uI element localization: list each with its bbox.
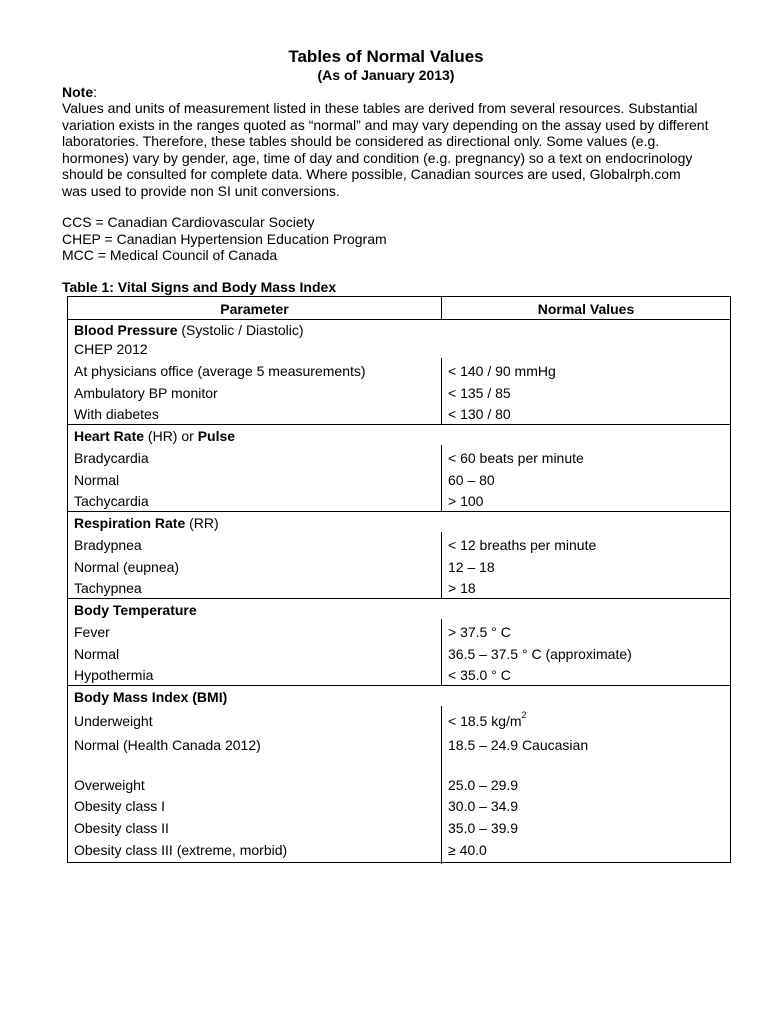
table-cell-parameter: Normal <box>74 472 120 488</box>
vital-signs-table <box>67 296 731 863</box>
table-cell-value: 12 – 18 <box>448 559 495 575</box>
page-subtitle: (As of January 2013) <box>317 67 455 83</box>
table-cell-value: < 135 / 85 <box>448 385 511 401</box>
column-header-normal-values: Normal Values <box>537 301 635 317</box>
column-divider <box>441 619 442 685</box>
table-cell-value: 18.5 – 24.9 Caucasian <box>448 737 589 753</box>
table-cell-parameter: Bradycardia <box>74 450 149 466</box>
note-body <box>62 100 712 199</box>
table-cell-parameter: Tachycardia <box>74 493 149 509</box>
table-divider <box>68 685 730 686</box>
table-cell-parameter: Normal (Health Canada 2012) <box>74 737 261 753</box>
abbreviation-chep: CHEP = Canadian Hypertension Education Program <box>62 230 387 247</box>
column-divider <box>441 297 442 319</box>
table-cell-value: > 37.5 ° C <box>448 624 511 640</box>
table-cell-value: ≥ 40.0 <box>448 842 487 858</box>
table-cell-parameter: Hypothermia <box>74 667 154 683</box>
table-cell-value: 25.0 – 29.9 <box>448 777 519 793</box>
note-line: laboratories. Therefore, these tables should be considered as directional only. Some values (e.g. <box>62 133 660 149</box>
table-cell-value: < 140 / 90 mmHg <box>448 363 556 379</box>
section-heading-heart-rate: Heart Rate (HR) or Pulse <box>74 428 236 444</box>
table-cell-parameter: Normal (eupnea) <box>74 559 180 575</box>
table-cell-value: < 35.0 ° C <box>448 667 511 683</box>
table-cell-value: < 18.5 $kg/m^2$ <box>448 710 527 729</box>
table-cell-parameter: Obesity class III (extreme, morbid) <box>74 842 288 858</box>
page-title: Tables of Normal Values <box>288 47 484 66</box>
table-cell-value: 35.0 – 39.9 <box>448 820 519 836</box>
note-line: was used to provide non SI unit conversions. <box>62 182 340 199</box>
abbreviation-mcc: MCC = Medical Council of Canada <box>62 247 278 263</box>
bp-source: CHEP 2012 <box>74 341 148 357</box>
table-cell-value: > 18 <box>448 580 476 596</box>
table-cell-value: 36.5 – 37.5 ° C (approximate) <box>448 646 632 662</box>
note-label: Note <box>62 84 94 100</box>
table-cell-value: < 130 / 80 <box>448 406 511 422</box>
column-header-parameter: Parameter <box>220 301 289 317</box>
column-divider <box>441 532 442 598</box>
column-divider <box>441 358 442 424</box>
column-divider <box>441 706 442 864</box>
section-heading-respiration-rate: Respiration Rate (RR) <box>74 515 219 531</box>
table-cell-value: < 60 beats per minute <box>448 450 584 466</box>
table-cell-parameter: With diabetes <box>74 406 159 422</box>
table-divider <box>68 319 730 320</box>
section-heading-body-temperature: Body Temperature <box>74 602 197 618</box>
column-divider <box>441 445 442 511</box>
note-line: should be consulted for complete data. Where possible, Canadian sources are used, Globalrph.com <box>62 166 681 182</box>
table-cell-value: < 12 breaths per minute <box>448 537 597 553</box>
note-line: Values and units of measurement listed in these tables are derived from several resources. Substantial <box>62 100 698 116</box>
table-cell-parameter: Tachypnea <box>74 580 142 596</box>
table-cell-parameter: Obesity class II <box>74 820 169 836</box>
table-cell-parameter: Normal <box>74 646 120 662</box>
table-cell-value: 30.0 – 34.9 <box>448 798 519 814</box>
note-heading <box>62 84 97 100</box>
section-heading-blood-pressure: Blood Pressure (Systolic / Diastolic) <box>74 322 304 338</box>
table-cell-value: 60 – 80 <box>448 472 495 488</box>
table-cell-parameter: Ambulatory BP monitor <box>74 385 218 401</box>
note-line: variation exists in the ranges quoted as “normal” and may vary depending on the assay used by different <box>62 116 709 133</box>
table-cell-value: > 100 <box>448 493 484 509</box>
table-cell-parameter: At physicians office (average 5 measurements) <box>74 363 366 379</box>
table-divider <box>68 424 730 425</box>
table-cell-parameter: Obesity class I <box>74 798 166 814</box>
note-line: hormones) vary by gender, age, time of day and condition (e.g. pregnancy) so a text on endocrinology <box>62 149 693 166</box>
abbreviation-list <box>62 214 387 264</box>
abbreviation-ccs: CCS = Canadian Cardiovascular Society <box>62 214 315 230</box>
table-cell-parameter: Fever <box>74 624 110 640</box>
table-cell-parameter: Bradypnea <box>74 537 142 553</box>
section-heading-bmi: Body Mass Index (BMI) <box>74 689 228 705</box>
table-caption: Table 1: Vital Signs and Body Mass Index <box>62 279 337 295</box>
table-cell-parameter: Overweight <box>74 777 145 793</box>
note-colon: : <box>93 84 98 100</box>
table-divider <box>68 598 730 599</box>
table-divider <box>68 511 730 512</box>
table-cell-parameter: Underweight <box>74 713 153 729</box>
